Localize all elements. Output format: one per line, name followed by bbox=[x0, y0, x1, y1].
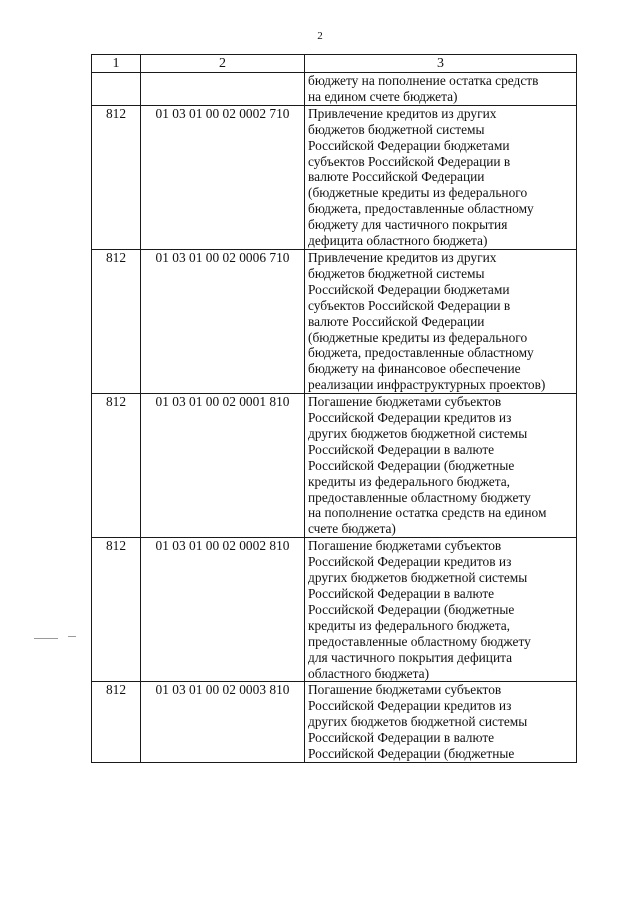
description-line: бюджету на пополнение остатка средств bbox=[308, 73, 539, 88]
budget-sources-table bbox=[91, 54, 577, 763]
scan-speck bbox=[68, 636, 76, 637]
budget-code-cell bbox=[141, 73, 305, 106]
description-line: Привлечение кредитов из других bbox=[308, 249, 497, 265]
description-line: Российской Федерации бюджетами bbox=[308, 137, 510, 153]
description-line: на едином счете бюджета) bbox=[308, 88, 458, 104]
admin-code-cell: 812 bbox=[92, 682, 141, 763]
description-line: других бюджетов бюджетной системы bbox=[308, 425, 528, 441]
description-line: счете бюджета) bbox=[308, 521, 396, 537]
description-line: предоставленные областному бюджету bbox=[308, 489, 531, 505]
budget-code-cell: 01 03 01 00 02 0006 710 bbox=[141, 249, 305, 393]
table-row bbox=[92, 538, 577, 682]
description-line: Погашение бюджетами субъектов bbox=[308, 538, 502, 554]
description-line: Российской Федерации в валюте bbox=[308, 586, 495, 601]
description-line: дефицита областного бюджета) bbox=[308, 233, 488, 249]
description-cell bbox=[305, 73, 577, 106]
description-line: Российской Федерации (бюджетные bbox=[308, 601, 515, 617]
scan-speck bbox=[34, 638, 58, 639]
description-line: на пополнение остатка средств на едином bbox=[308, 505, 547, 521]
admin-code-cell: 812 bbox=[92, 105, 141, 249]
continuation-row bbox=[92, 73, 577, 106]
description-line: (бюджетные кредиты из федерального bbox=[308, 185, 528, 201]
budget-code-cell: 01 03 01 00 02 0003 810 bbox=[141, 682, 305, 763]
description-line: Погашение бюджетами субъектов bbox=[308, 394, 502, 410]
column-header-2: 2 bbox=[141, 55, 305, 73]
column-header-1: 1 bbox=[92, 55, 141, 73]
description-line: валюте Российской Федерации bbox=[308, 169, 485, 185]
budget-code-cell: 01 03 01 00 02 0002 710 bbox=[141, 105, 305, 249]
table-row bbox=[92, 394, 577, 538]
description-cell bbox=[305, 538, 577, 682]
admin-code-cell: 812 bbox=[92, 394, 141, 538]
description-line: других бюджетов бюджетной системы bbox=[308, 570, 528, 586]
description-line: Российской Федерации кредитов из bbox=[308, 410, 512, 426]
budget-code-cell: 01 03 01 00 02 0001 810 bbox=[141, 394, 305, 538]
description-line: реализации инфраструктурных проектов) bbox=[308, 377, 546, 393]
description-line: кредиты из федерального бюджета, bbox=[308, 473, 511, 489]
description-line: бюджетов бюджетной системы bbox=[308, 121, 485, 137]
column-header-3: 3 bbox=[305, 55, 577, 73]
description-line: валюте Российской Федерации bbox=[308, 313, 485, 329]
table-header-row bbox=[92, 55, 577, 73]
description-line: областного бюджета) bbox=[308, 665, 430, 681]
table-row bbox=[92, 249, 577, 393]
description-line: Российской Федерации кредитов из bbox=[308, 554, 512, 570]
description-cell bbox=[305, 249, 577, 393]
description-line: Российской Федерации бюджетами bbox=[308, 281, 510, 297]
description-line: субъектов Российской Федерации в bbox=[308, 153, 511, 169]
description-cell bbox=[305, 105, 577, 249]
admin-code-cell: 812 bbox=[92, 249, 141, 393]
description-line: Российской Федерации кредитов из bbox=[308, 698, 512, 714]
budget-code-cell: 01 03 01 00 02 0002 810 bbox=[141, 538, 305, 682]
description-line: субъектов Российской Федерации в bbox=[308, 297, 511, 313]
description-cell bbox=[305, 682, 577, 763]
page-number: 2 bbox=[317, 30, 323, 42]
table-body bbox=[92, 73, 577, 763]
description-line: Российской Федерации в валюте bbox=[308, 441, 495, 457]
description-line: Российской Федерации (бюджетные bbox=[308, 457, 515, 473]
description-line: кредиты из федерального бюджета, bbox=[308, 617, 511, 633]
description-line: бюджету для частичного покрытия bbox=[308, 217, 508, 233]
table-row bbox=[92, 105, 577, 249]
description-line: других бюджетов бюджетной системы bbox=[308, 714, 528, 730]
description-cell bbox=[305, 394, 577, 538]
description-line: (бюджетные кредиты из федерального bbox=[308, 329, 528, 345]
admin-code-cell: 812 bbox=[92, 538, 141, 682]
description-line: бюджету на финансовое обеспечение bbox=[308, 361, 521, 377]
description-line: предоставленные областному бюджету bbox=[308, 633, 531, 649]
description-line: Российской Федерации в валюте bbox=[308, 730, 495, 746]
description-line: Российской Федерации (бюджетные bbox=[308, 746, 515, 762]
description-line: Погашение бюджетами субъектов bbox=[308, 682, 502, 698]
description-line: бюджетов бюджетной системы bbox=[308, 265, 485, 281]
description-line: бюджета, предоставленные областному bbox=[308, 201, 534, 217]
description-line: для частичного покрытия дефицита bbox=[308, 649, 513, 665]
description-line: бюджета, предоставленные областному bbox=[308, 345, 534, 361]
admin-code-cell bbox=[92, 73, 141, 106]
description-line: Привлечение кредитов из других bbox=[308, 105, 497, 121]
table-row bbox=[92, 682, 577, 763]
